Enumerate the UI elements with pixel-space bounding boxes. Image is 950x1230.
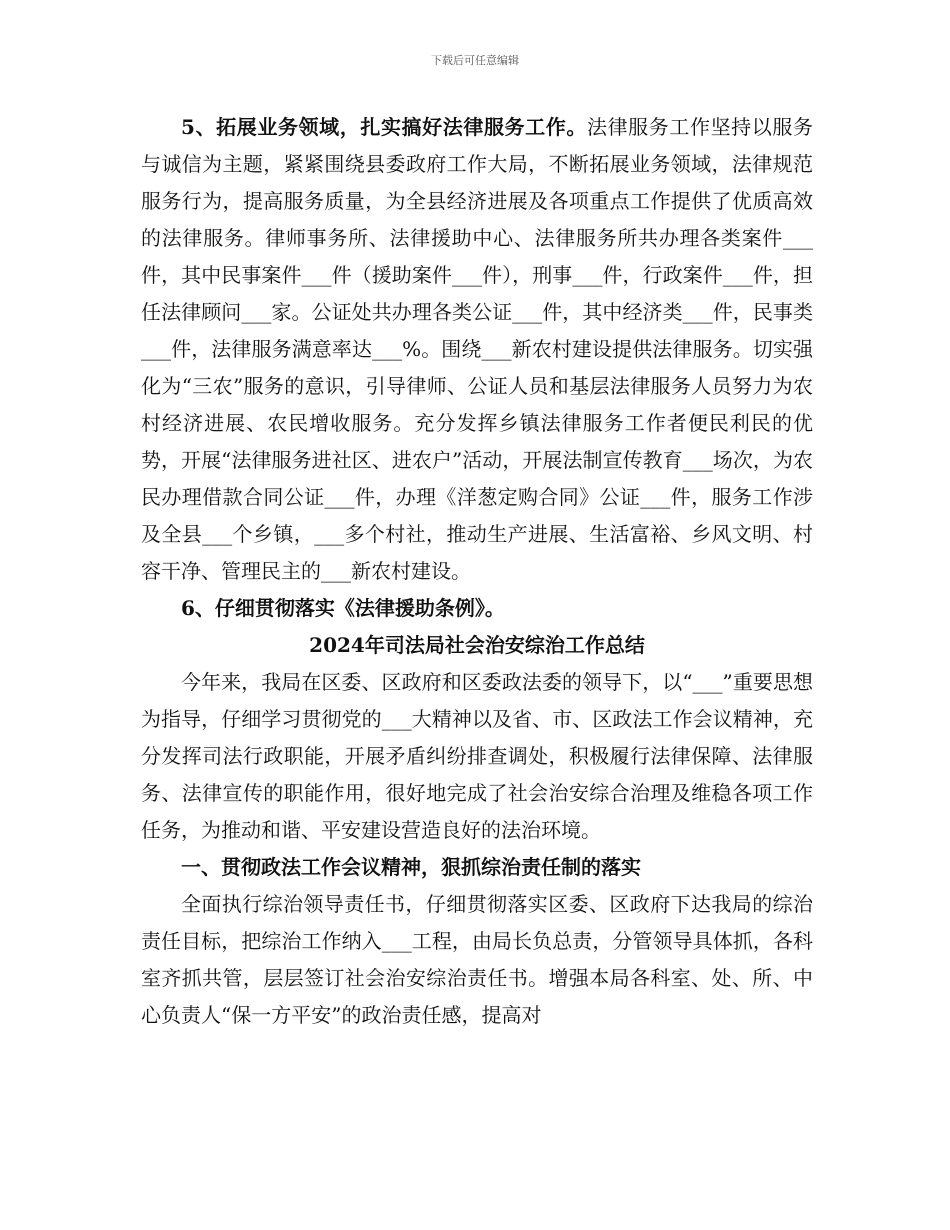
section-5-paragraph [141,109,813,590]
document-title: 2024年司法局社会治安综治工作总结 [309,633,645,657]
section-5-text: 法律服务工作坚持以服务与诚信为主题，紧紧围绕县委政府工作大局，不断拓展业务领域，法律规范服务行为，提高服务质量，为全县经济进展及各项重点工作提供了优质高效的法律服务。律师事务所、法律援助中心、法律服务所共办理各类案件___件，其中民事案件___件（援助案件___件），刑事___件，行政案件___件，担任法律顾问___家。公证处共办理各类公证___件，其中经济类___件，民事类___件，法律服务满意率达___%。围绕___新农村建设提供法律服务。切实强化为“三农”服务的意识，引导律师、公证人员和基层法律服务人员努力为农村经济进展、农民增收服务。充分发挥乡镇法律服务工作者便民利民的优势，开展“法律服务进社区、进农户”活动，开展法制宣传教育___场次，为农民办理借款合同公证___件，办理《洋葱定购合同》公证___件，服务工作涉及全县___个乡镇，___多个村社，推动生产进展、生活富裕、乡风文明、村容干净、管理民主的___新农村建设。 [141,115,813,583]
page-header: 下载后可任意编辑 [431,54,519,67]
part-1-paragraph: 全面执行综治领导责任书，仔细贯彻落实区委、区政府下达我局的综治责任目标，把综治工作纳入___工程，由局长负总责，分管领导具体抓，各科室齐抓共管，层层签订社会治安综治责任书。增强本局各科室、处、所、中心负责人“保一方平安”的政治责任感，提高对 [141,892,813,1027]
section-5-heading: 5、拓展业务领域，扎实搞好法律服务工作。 [181,115,587,139]
part-1-heading: 一、贯彻政法工作会议精神，狠抓综治责任制的落实 [181,855,641,879]
section-6-heading: 6、仔细贯彻落实《法律援助条例》。 [181,596,505,620]
intro-paragraph: 今年来，我局在区委、区政府和区委政法委的领导下，以“___”重要思想为指导，仔细学习贯彻党的___大精神以及省、市、区政法工作会议精神，充分发挥司法行政职能，开展矛盾纠纷排查调处，积极履行法律保障、法律服务、法律宣传的职能作用，很好地完成了社会治安综合治理及维稳各项工作任务，为推动和谐、平安建设营造良好的法治环境。 [141,670,813,842]
document-body [141,109,813,1034]
